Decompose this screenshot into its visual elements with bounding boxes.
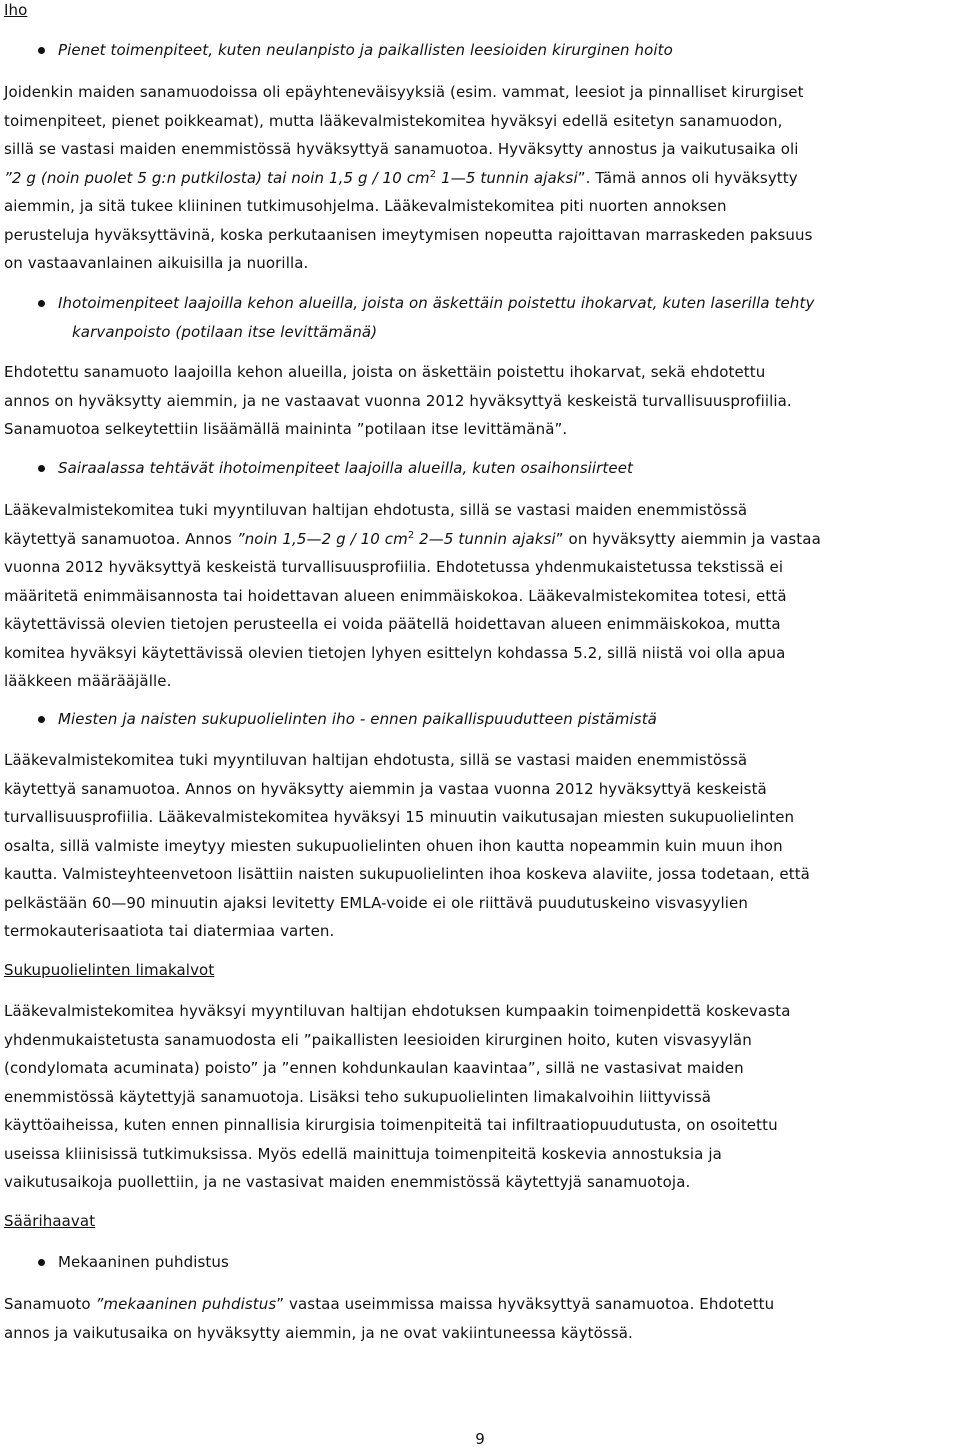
- paragraph-line: vuonna 2012 hyväksyttyä keskeistä turvallisuusprofiilia. Ehdotetussa yhdenmukaistetussa tekstissä ei: [4, 558, 784, 576]
- bullet-dot-icon: [38, 47, 45, 54]
- paragraph: [4, 746, 960, 946]
- page-number: 9: [475, 1430, 485, 1448]
- paragraph: [4, 358, 960, 444]
- paragraph-line: yhdenmukaistetusta sanamuodosta eli ”paikallisten leesioiden kirurginen hoito, kuten visvasyylän: [4, 1030, 752, 1049]
- bullet-text: Mekaaninen puhdistus: [58, 1253, 229, 1271]
- bullet-dot-icon: [38, 300, 45, 307]
- dosage-text: 2—5 tunnin ajaksi: [414, 529, 556, 548]
- paragraph-line: (condylomata acuminata) poisto” ja ”ennen kohdunkaulan kaavintaa”, sillä ne vastasivat maiden: [4, 1059, 744, 1077]
- paragraph-line: osalta, sillä valmiste imeytyy miesten sukupuolielinten ohuen ihon kautta nopeammin kuin muun ihon: [4, 836, 783, 855]
- paragraph-line: [4, 164, 960, 193]
- paragraph-line: toimenpiteet, pienet poikkeamat), mutta lääkevalmistekomitea hyväksyi edellä esitetyn sanamuodon,: [4, 111, 783, 130]
- quoted-term: ”mekaaninen puhdistus: [95, 1295, 277, 1313]
- paragraph-line: komitea hyväksyi käytettävissä olevien tietojen lyhyen esittelyn kohdassa 5.2, sillä niistä voi olla apua: [4, 643, 786, 662]
- paragraph-line: Lääkevalmistekomitea tuki myyntiluvan haltijan ehdotusta, sillä se vastasi maiden enemmistössä: [4, 501, 748, 519]
- dosage-text: 1—5 tunnin ajaksi: [436, 168, 578, 187]
- paragraph-line: pelkästään 60—90 minuutin ajaksi levitetty EMLA-voide ei ole riittävä puudutuskeino visvasyylien: [4, 893, 748, 912]
- paragraph-line: määritetä enimmäisannosta tai hoidettavan alueen enimmäiskokoa. Lääkevalmistekomitea totesi, että: [4, 586, 787, 605]
- paragraph-text: käytettyä sanamuotoa. Annos: [4, 529, 237, 548]
- section-heading-limakalvot: Sukupuolielinten limakalvot: [4, 961, 215, 979]
- bullet-dot-icon: [38, 465, 45, 472]
- bullet-text: Sairaalassa tehtävät ihotoimenpiteet laajoilla alueilla, kuten osaihonsiirteet: [58, 459, 634, 477]
- paragraph-line: termokauterisaatiota tai diatermiaa varten.: [4, 922, 335, 940]
- paragraph-text: Sanamuoto: [4, 1295, 96, 1313]
- paragraph-line: useissa kliinisissä tutkimuksissa. Myös edellä mainittuja toimenpiteitä koskevia annostuksia ja: [4, 1144, 722, 1163]
- paragraph-line: on vastaavanlainen aikuisilla ja nuorilla.: [4, 254, 309, 272]
- paragraph-line: annos on hyväksytty aiemmin, ja ne vastaavat vuonna 2012 hyväksyttyä keskeistä turvallisuusprofiilia.: [4, 391, 792, 410]
- paragraph-text: ” on hyväksytty aiemmin ja vastaa: [555, 529, 821, 548]
- paragraph-line: enemmistössä käytettyjä sanamuotoja. Lisäksi teho sukupuolielinten limakalvoihin liittyvissä: [4, 1087, 712, 1106]
- paragraph-line: perusteluja hyväksyttävinä, koska perkutaanisen imeytymisen nopeutta rajoittavan marraskeden paksuus: [4, 225, 813, 244]
- superscript: 2: [407, 529, 415, 541]
- paragraph-line: Lääkevalmistekomitea tuki myyntiluvan haltijan ehdotusta, sillä se vastasi maiden enemmistössä: [4, 751, 748, 769]
- paragraph-line: [4, 1290, 960, 1319]
- superscript: 2: [429, 168, 437, 180]
- paragraph: [4, 78, 960, 278]
- paragraph-line: käytettävissä olevien tietojen perusteella ei voida päätellä hoidettavan alueen enimmäiskokoa, mutta: [4, 615, 781, 633]
- paragraph: [4, 997, 960, 1197]
- paragraph-line: vaikutusaikoja puollettiin, ja ne vastasivat maiden enemmistössä käytettyjä sanamuotoja.: [4, 1173, 691, 1191]
- paragraph-text: ”. Tämä annos oli hyväksytty: [577, 168, 798, 187]
- paragraph: [4, 496, 960, 696]
- paragraph-line: Sanamuotoa selkeytettiin lisäämällä maininta ”potilaan itse levittämänä”.: [4, 420, 568, 438]
- bullet-text: [58, 289, 814, 346]
- bullet-line: karvanpoisto (potilaan itse levittämänä): [72, 322, 378, 341]
- bullet-dot-icon: [38, 1259, 45, 1266]
- paragraph: [4, 1290, 960, 1347]
- paragraph-line: käytettyä sanamuotoa. Annos on hyväksytty aiemmin ja vastaa vuonna 2012 hyväksyttyä keskeistä: [4, 779, 767, 798]
- paragraph-line: Lääkevalmistekomitea hyväksyi myyntiluvan haltijan ehdotuksen kumpaakin toimenpidettä koskevasta: [4, 1002, 791, 1020]
- section-heading-iho: Iho: [4, 1, 28, 19]
- bullet-text: Pienet toimenpiteet, kuten neulanpisto ja paikallisten leesioiden kirurginen hoito: [58, 41, 673, 59]
- paragraph-line: annos ja vaikutusaika on hyväksytty aiemmin, ja ne ovat vakiintuneessa käytössä.: [4, 1323, 633, 1342]
- bullet-dot-icon: [38, 716, 45, 723]
- section-heading-saarihaavat: Säärihaavat: [4, 1212, 96, 1230]
- paragraph-line: lääkkeen määrääjälle.: [4, 672, 172, 690]
- dosage-text: ”2 g (noin puolet 5 g:n putkilosta) tai noin 1,5 g / 10 cm: [4, 168, 430, 187]
- paragraph-line: käyttöaiheissa, kuten ennen pinnallisia kirurgisia toimenpiteitä tai infiltraatiopuudutusta, on osoitettu: [4, 1116, 778, 1134]
- paragraph-line: kautta. Valmisteyhteenvetoon lisättiin naisten sukupuolielinten ihoa koskeva alaviite, jossa todetaan, että: [4, 865, 810, 883]
- bullet-text: Miesten ja naisten sukupuolielinten iho - ennen paikallispuudutteen pistämistä: [58, 710, 657, 728]
- paragraph-line: turvallisuusprofiilia. Lääkevalmistekomitea hyväksyi 15 minuutin vaikutusajan miesten sukupuolielinten: [4, 808, 795, 826]
- paragraph-line: Joidenkin maiden sanamuodoissa oli epäyhteneväisyyksiä (esim. vammat, leesiot ja pinnalliset kirurgiset: [4, 83, 804, 101]
- paragraph-line: aiemmin, ja sitä tukee kliininen tutkimusohjelma. Lääkevalmistekomitea piti nuorten annoksen: [4, 197, 727, 215]
- bullet-line: Ihotoimenpiteet laajoilla kehon alueilla, joista on äskettäin poistettu ihokarvat, kuten laserilla tehty: [58, 294, 815, 312]
- paragraph-line: sillä se vastasi maiden enemmistössä hyväksyttyä sanamuotoa. Hyväksytty annostus ja vaikutusaika oli: [4, 140, 799, 158]
- paragraph-line: [4, 525, 960, 554]
- paragraph-text: ” vastaa useimmissa maissa hyväksyttyä sanamuotoa. Ehdotettu: [276, 1295, 775, 1313]
- paragraph-line: Ehdotettu sanamuoto laajoilla kehon alueilla, joista on äskettäin poistettu ihokarvat, sekä ehdotettu: [4, 363, 766, 381]
- dosage-text: ”noin 1,5—2 g / 10 cm: [236, 529, 408, 548]
